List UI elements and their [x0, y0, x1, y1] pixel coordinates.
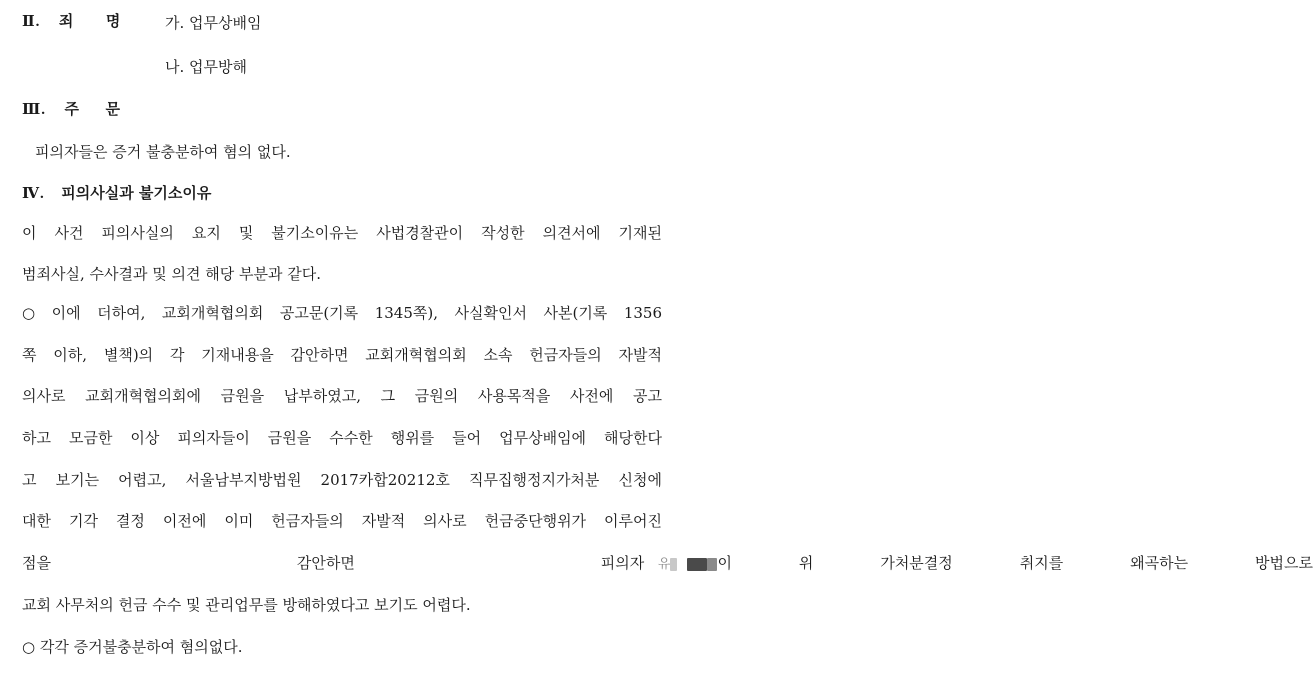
- body-line-7: 고 보기는 어렵고, 서울남부지방법원 2017카합20212호 직무집행정지가처분 신청에: [22, 471, 662, 489]
- body-line-3: ○ 이에 더하여, 교회개혁협의회 공고문(기록 1345쪽), 사실확인서 사본(기록 1356: [22, 304, 662, 322]
- section-3-title-char-1: 주: [64, 100, 79, 118]
- section-2-title-char-2: 명: [105, 12, 121, 30]
- section-2-number: Ⅱ.: [22, 14, 41, 30]
- redaction-block: [687, 558, 707, 571]
- body-line-4: 쪽 이하, 별책)의 각 기재내용을 감안하면 교회개혁협의회 소속 헌금자들의 자발적: [22, 346, 662, 364]
- section-2-title-char-1: 죄: [58, 12, 74, 30]
- disposition-text: 피의자들은 증거 불충분하여 혐의 없다.: [35, 143, 291, 161]
- body-line-9: [22, 553, 1313, 575]
- body-line-10: 교회 사무처의 헌금 수수 및 관리업무를 방해하였다고 보기도 어렵다.: [22, 596, 471, 614]
- redaction-block: [707, 558, 717, 571]
- section-3-title-char-2: 문: [105, 100, 120, 118]
- section-2-heading: [22, 11, 120, 32]
- body-line-1: 이 사건 피의사실의 요지 및 불기소이유는 사법경찰관이 작성한 의견서에 기재된: [22, 224, 662, 242]
- body-line-6: 하고 모금한 이상 피의자들이 금원을 수수한 행위를 들어 업무상배임에 해당한다: [22, 429, 662, 447]
- section-4-heading: [22, 183, 211, 204]
- charge-item-2: 나. 업무방해: [165, 58, 247, 76]
- section-3-heading: [22, 99, 120, 120]
- body-line-11: ○ 각각 증거불충분하여 혐의없다.: [22, 638, 243, 656]
- section-3-number: Ⅲ.: [22, 102, 47, 118]
- body-line-5: 의사로 교회개혁협의회에 금원을 납부하였고, 그 금원의 사용목적을 사전에 공고: [22, 387, 662, 405]
- body-line-8: 대한 기각 결정 이전에 이미 헌금자들의 자발적 의사로 헌금중단행위가 이루어진: [22, 512, 662, 530]
- body-line-2: 범죄사실, 수사결과 및 의견 해당 부분과 같다.: [22, 265, 321, 283]
- section-4-title: 피의사실과 불기소이유: [61, 184, 212, 202]
- body-line-9-start: 점을 감안하면 피의자: [22, 554, 645, 572]
- section-4-number: Ⅳ.: [22, 186, 45, 202]
- charge-item-1: 가. 업무상배임: [165, 14, 262, 32]
- redacted-name-partial: 유: [657, 557, 671, 572]
- redaction-block: [670, 558, 677, 571]
- body-line-9-end: 이 위 가처분결정 취지를 왜곡하는 방법으로: [717, 554, 1313, 572]
